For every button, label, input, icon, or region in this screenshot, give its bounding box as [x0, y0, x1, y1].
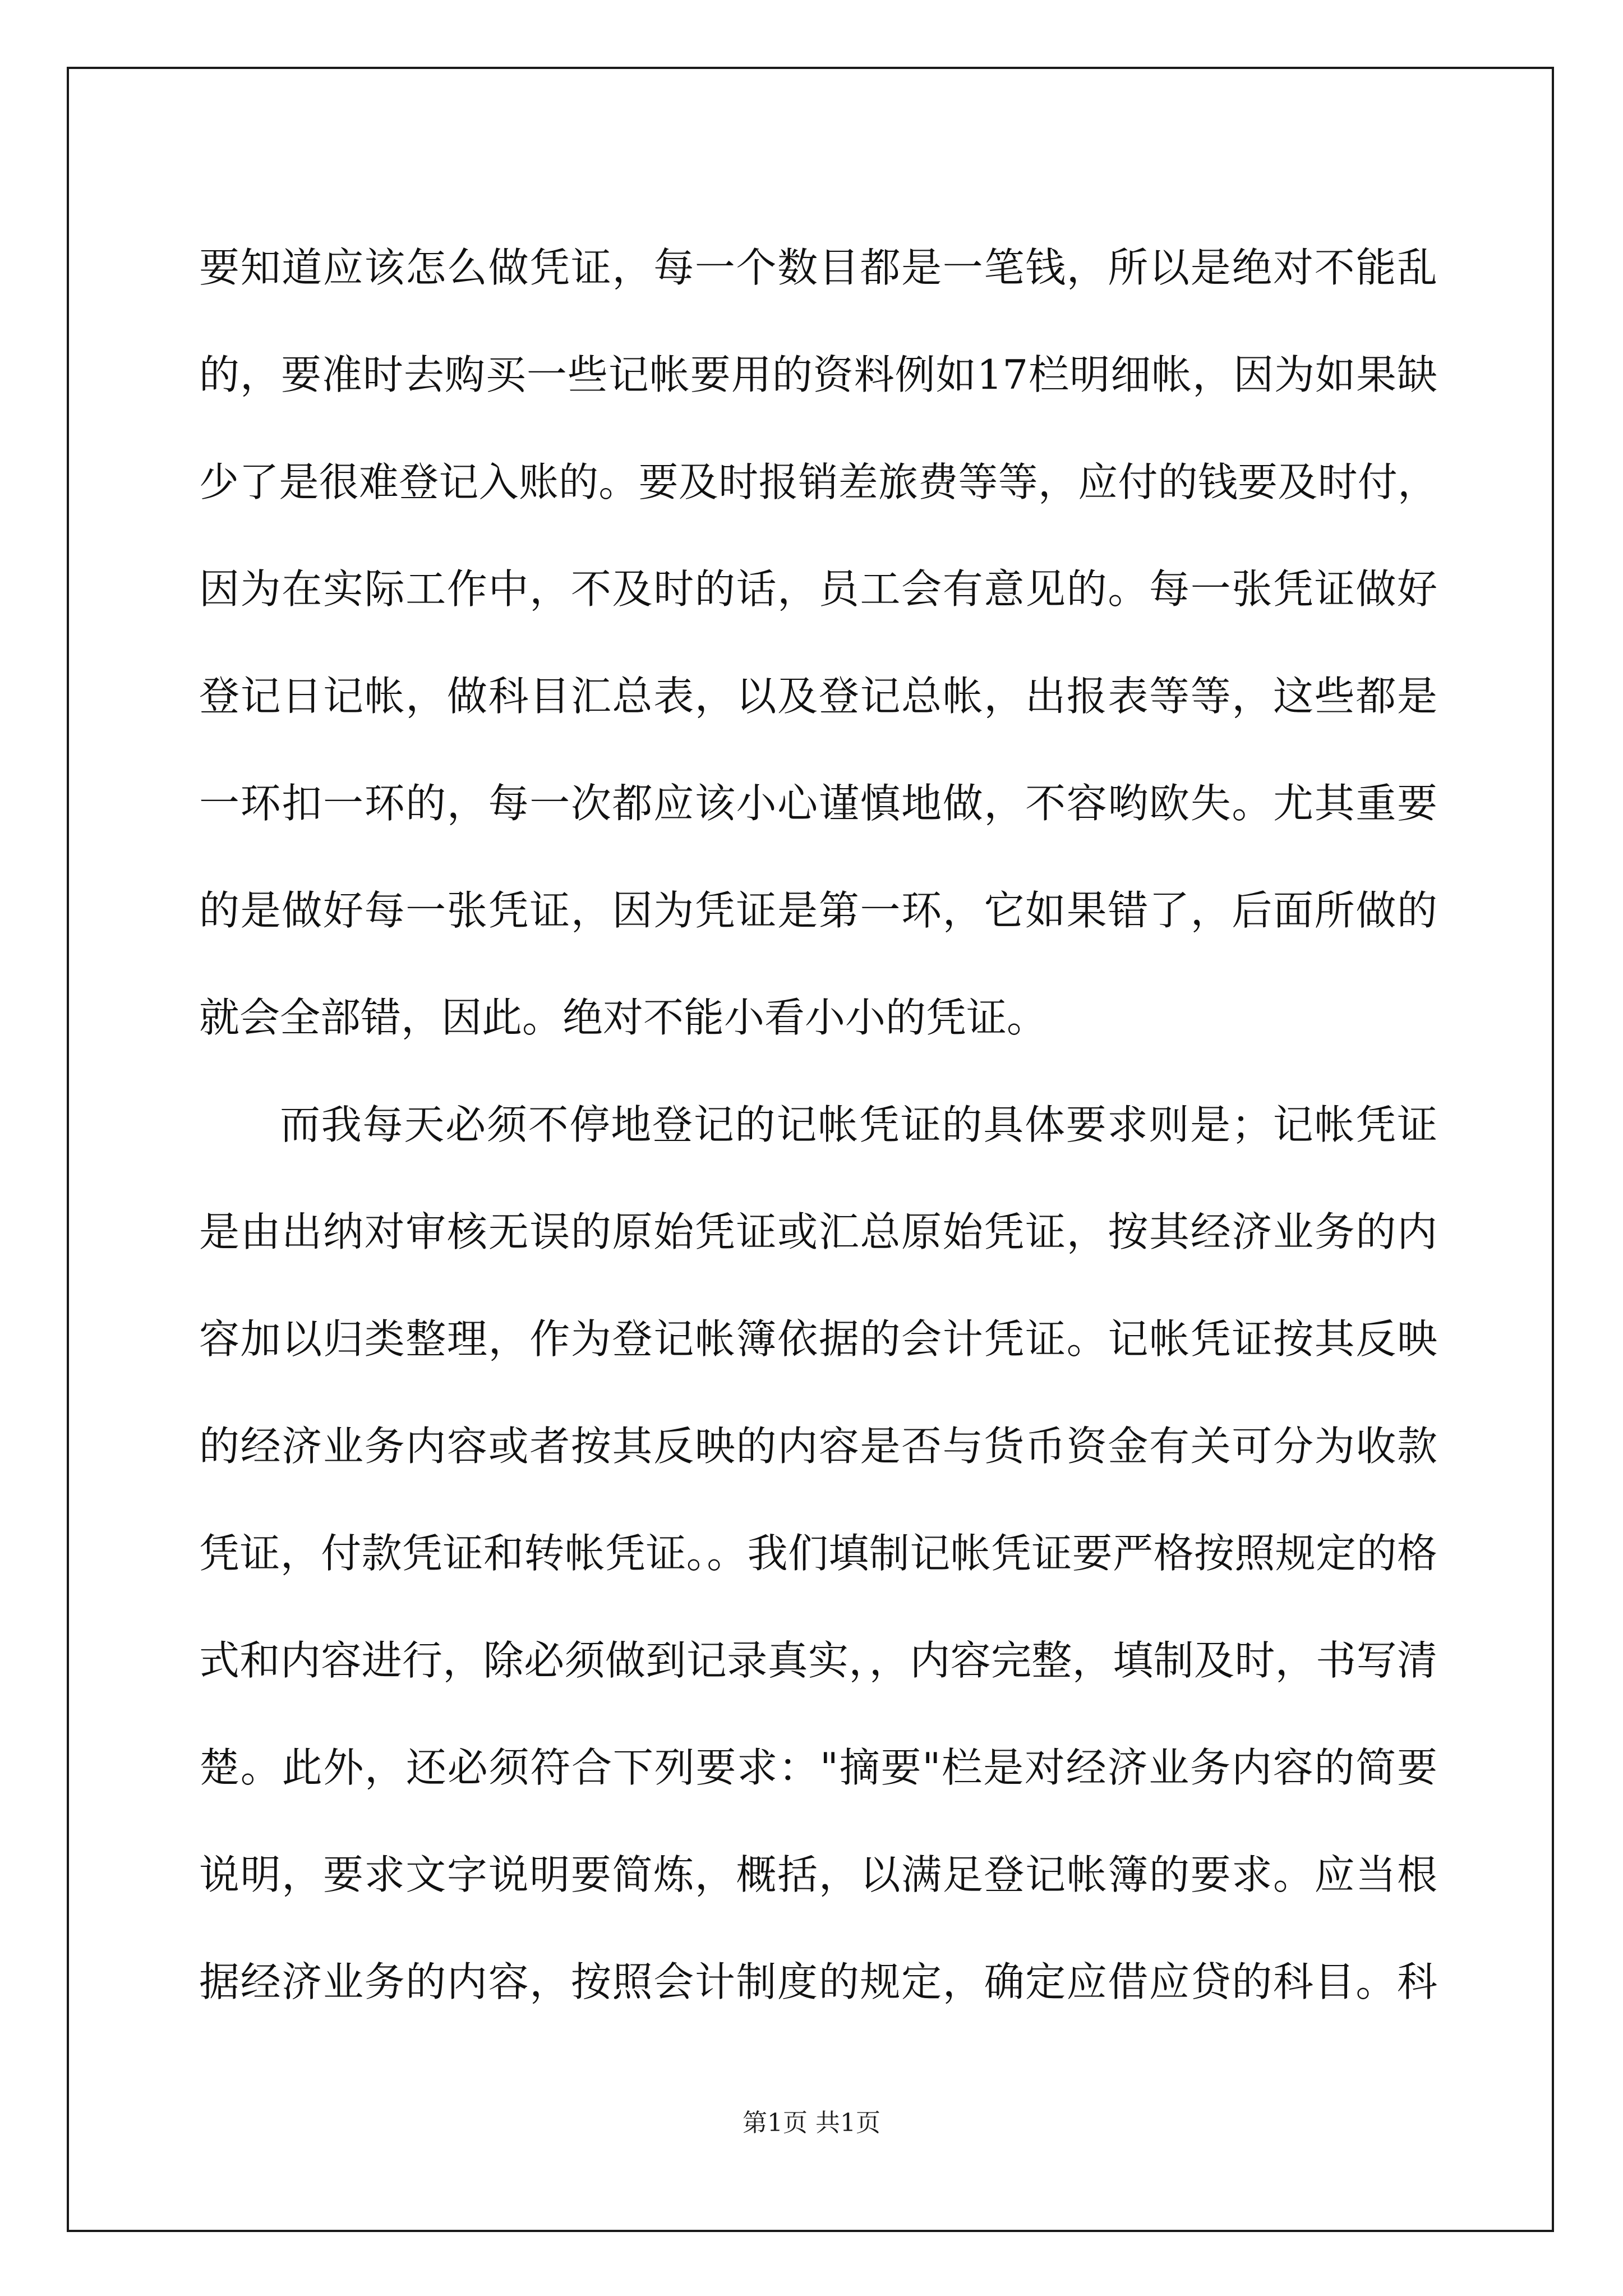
- paragraph-1-line-1: 要知道应该怎么做凭证，每一个数目都是一笔钱，所以是绝对不能乱: [199, 244, 1437, 291]
- paragraph-1-line-4: 因为在实际工作中，不及时的话，员工会有意见的。每一张凭证做好: [199, 565, 1437, 613]
- page-number-footer: 第1页 共1页: [743, 2109, 880, 2137]
- paragraph-1-line-3: 少了是很难登记入账的。要及时报销差旅费等等，应付的钱要及时付，: [199, 459, 1437, 505]
- paragraph-2-line-8: 说明，要求文字说明要简炼，概括，以满足登记帐簿的要求。应当根: [199, 1851, 1437, 1898]
- paragraph-2-line-1: 而我每天必须不停地登记的记帐凭证的具体要求则是；记帐凭证: [280, 1101, 1437, 1148]
- paragraph-2-line-3: 容加以归类整理，作为登记帐簿依据的会计凭证。记帐凭证按其反映: [199, 1315, 1437, 1363]
- document-body: [199, 214, 1437, 2036]
- paragraph-2-line-6: 式和内容进行，除必须做到记录真实，，内容完整，填制及时，书写清: [199, 1637, 1437, 1684]
- paragraph-2-line-2: 是由出纳对审核无误的原始凭证或汇总原始凭证，按其经济业务的内: [199, 1208, 1437, 1255]
- paragraph-2-line-5: 凭证，付款凭证和转帐凭证。。我们填制记帐凭证要严格按照规定的格: [199, 1530, 1437, 1577]
- paragraph-1-line-5: 登记日记帐，做科目汇总表，以及登记总帐，出报表等等，这些都是: [199, 673, 1437, 720]
- paragraph-1-line-2: 的，要准时去购买一些记帐要用的资料例如17栏明细帐，因为如果缺: [199, 351, 1437, 398]
- paragraph-1-line-8: 就会全部错，因此。绝对不能小看小小的凭证。: [199, 994, 1048, 1041]
- paragraph-1-line-7: 的是做好每一张凭证，因为凭证是第一环，它如果错了，后面所做的: [199, 887, 1437, 934]
- paragraph-1-line-6: 一环扣一环的，每一次都应该小心谨慎地做，不容哟欧失。尤其重要: [199, 780, 1437, 827]
- paragraph-2-line-7: 楚。此外，还必须符合下列要求："摘要"栏是对经济业务内容的简要: [199, 1744, 1437, 1791]
- paragraph-2-line-9: 据经济业务的内容，按照会计制度的规定，确定应借应贷的科目。科: [199, 1958, 1437, 2005]
- paragraph-2-line-4: 的经济业务内容或者按其反映的内容是否与货币资金有关可分为收款: [199, 1423, 1437, 1470]
